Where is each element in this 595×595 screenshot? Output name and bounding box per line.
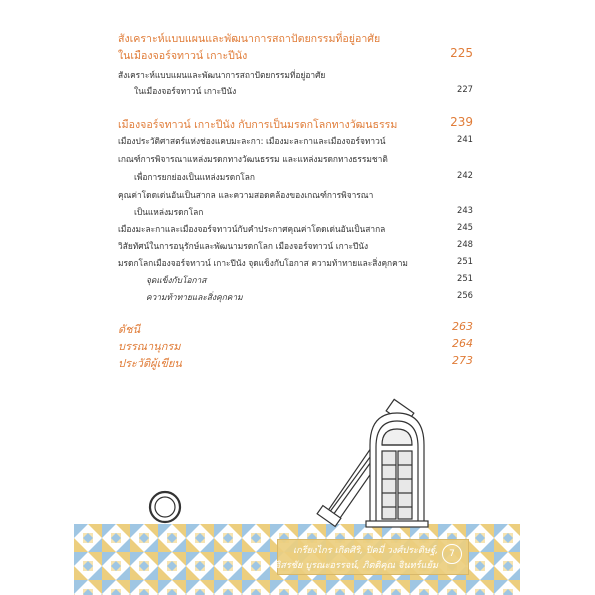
back-matter-author-bio: ประวัติผู้เขียน	[118, 357, 182, 370]
toc-entry: วิสัยทัศน์ในการอนุรักษ์และพัฒนามรดกโลก เมืองจอร์จทาวน์ เกาะปีนัง	[118, 241, 369, 251]
toc-entry-page: 243	[457, 205, 473, 215]
back-matter-page: 263	[452, 320, 473, 333]
section-title-line1: สังเคราะห์แบบแผนและพัฒนาการสถาปัตยกรรมที่อยู่อาศัย	[118, 33, 381, 45]
toc-entry-page: 251	[457, 273, 473, 283]
toc-entry-page: 242	[457, 170, 473, 180]
toc-entry: สังเคราะห์แบบแผนและพัฒนาการสถาปัตยกรรมที่อยู่อาศัย	[118, 70, 326, 80]
toc-entry: เมืองมะละกาและเมืองจอร์จทาวน์กับคำประกาศคุณค่าโดดเด่นอันเป็นสากล	[118, 224, 386, 234]
toc-entry: มรดกโลกเมืองจอร์จทาวน์ เกาะปีนัง จุดแข็งกับโอกาส ความท้าทายและสิ่งคุกคาม	[118, 258, 408, 268]
back-matter-page: 273	[452, 354, 473, 367]
back-matter-index: ดัชนี	[118, 323, 141, 336]
toc-entry: เกณฑ์การพิจารณาแหล่งมรดกทางวัฒนธรรม และแหล่งมรดกทางธรรมชาติ	[118, 154, 388, 164]
toc-entry-page: 241	[457, 134, 473, 144]
toc-entry: เป็นแหล่งมรดกโลก	[134, 207, 204, 217]
toc-entry: ในเมืองจอร์จทาวน์ เกาะปีนัง	[134, 86, 237, 96]
authors-line1: เกรียงไกร เกิดศิริ, ปิคมี่ วงศ์ประดิษฐ์,	[293, 545, 438, 556]
back-matter-bibliography: บรรณานุกรม	[118, 340, 181, 353]
ring-ornament	[150, 492, 180, 522]
toc-entry: เพื่อการยกย่องเป็นแหล่งมรดกโลก	[134, 172, 255, 182]
section-title-line2: ในเมืองจอร์จทาวน์ เกาะปีนัง	[118, 50, 248, 62]
page-number: 7	[442, 544, 462, 564]
section-page-number: 239	[450, 115, 473, 129]
toc-entry-page: 251	[457, 256, 473, 266]
architecture-illustration	[130, 385, 440, 535]
toc-entry-page: 227	[457, 84, 473, 94]
toc-entry: คุณค่าโดดเด่นอันเป็นสากล และความสอดคล้องของเกณฑ์การพิจารณา	[118, 190, 374, 200]
toc-entry-page: 256	[457, 290, 473, 300]
toc-entry-page: 248	[457, 239, 473, 249]
arched-window-illustration	[366, 413, 428, 527]
back-matter-page: 264	[452, 337, 473, 350]
section-page-number: 225	[450, 46, 473, 60]
section-title: เมืองจอร์จทาวน์ เกาะปีนัง กับการเป็นมรดกโลกทางวัฒนธรรม	[118, 119, 398, 131]
toc-entry: เมืองประวัติศาสตร์แห่งช่องแคบมะละกา: เมืองมะละกาและเมืองจอร์จทาวน์	[118, 136, 386, 146]
toc-subentry: ความท้าทายและสิ่งคุกคาม	[146, 292, 243, 302]
author-credit-box	[274, 539, 469, 575]
toc-entry-page: 245	[457, 222, 473, 232]
authors-line2: อิสรชัย บูรณะอรรจน์, ภิตติคุณ จินทร์แย้ม	[274, 560, 438, 571]
toc-subentry: จุดแข็งกับโอกาส	[146, 275, 207, 285]
